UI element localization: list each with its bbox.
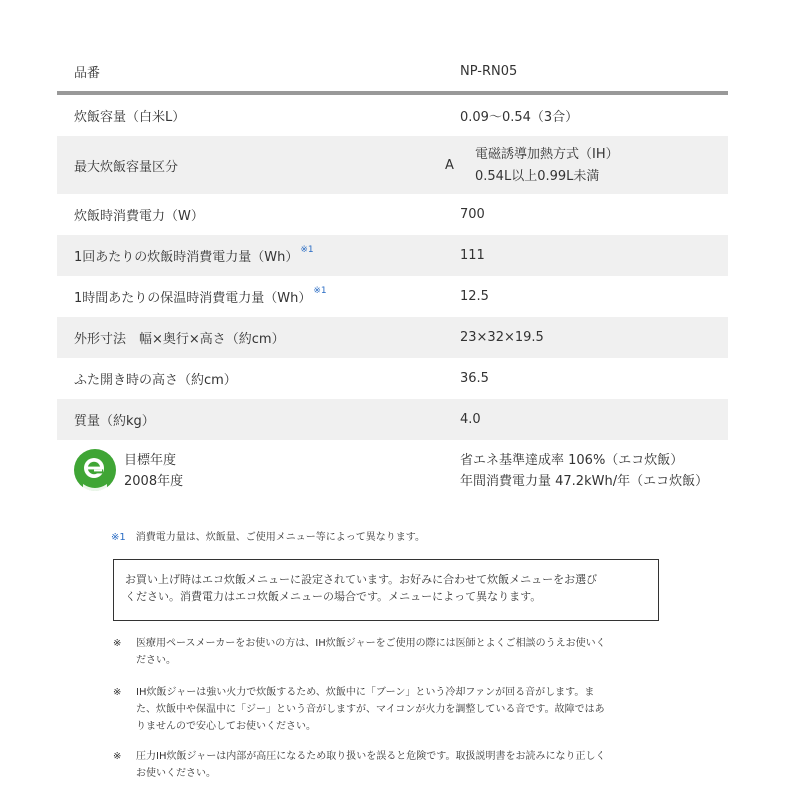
- spec-row-dimensions: [57, 317, 728, 358]
- capacity-range: 0.54L以上0.99L未満: [475, 169, 600, 184]
- capacity-grade: A: [445, 157, 454, 173]
- eco-annual-energy: 年間消費電力量 47.2kWh/年（エコ炊飯）: [460, 474, 709, 489]
- spec-label: [74, 235, 314, 276]
- eco-mark-icon: [73, 448, 117, 492]
- spec-value: [475, 144, 619, 188]
- boxed-note-line: ください。消費電力はエコ炊飯メニューの場合です。メニューによって異なります。: [125, 590, 542, 603]
- spec-label-text: 1時間あたりの保温時消費電力量（Wh）: [74, 291, 312, 306]
- spec-label: 炊飯時消費電力（W）: [74, 209, 204, 224]
- spec-value: 12.5: [460, 289, 489, 304]
- spec-header-row: [57, 51, 728, 95]
- eco-target-year-value: 2008年度: [124, 474, 184, 489]
- eco-values: [460, 450, 708, 492]
- spec-value: 4.0: [460, 412, 481, 427]
- product-number-value: NP-RN05: [460, 63, 518, 79]
- spec-label: [74, 276, 327, 317]
- spec-row-weight: [57, 399, 728, 440]
- note-line: お使いください。: [136, 768, 216, 779]
- footnote-ref: ※1: [300, 244, 314, 255]
- note-mark: ※: [113, 751, 122, 762]
- eco-achievement-rate: 省エネ基準達成率 106%（エコ炊飯）: [460, 453, 684, 468]
- note-line: 医療用ペースメーカーをお使いの方は、IH炊飯ジャーをご使用の際には医師とよくご相談のうえお使いく: [136, 638, 606, 649]
- spec-row-capacity: [57, 95, 728, 136]
- note-line: りませんので安心してお使いください。: [136, 721, 316, 732]
- footnote-1-mark: ※1: [111, 532, 126, 543]
- spec-label: ふた開き時の高さ（約cm）: [74, 373, 237, 388]
- footnote-ref: ※1: [313, 285, 327, 296]
- spec-value: 36.5: [460, 371, 489, 386]
- spec-row-power: [57, 194, 728, 235]
- note-fan-noise: [113, 684, 673, 735]
- footnote-1: [111, 528, 425, 543]
- spec-label: 外形寸法 幅×奥行×高さ（約cm）: [74, 332, 285, 347]
- note-line: ださい。: [136, 655, 176, 666]
- eco-target-label: 目標年度: [124, 453, 177, 468]
- spec-value: 700: [460, 207, 485, 222]
- spec-row-energy-per-cook: [57, 235, 728, 276]
- spec-row-capacity-class: [57, 136, 728, 194]
- note-line: IH炊飯ジャーは強い火力で炊飯するため、炊飯中に「ブーン」という冷却ファンが回る音がします。ま: [136, 687, 595, 698]
- spec-row-lid-open-height: [57, 358, 728, 399]
- boxed-note-line: お買い上げ時はエコ炊飯メニューに設定されています。お好みに合わせて炊飯メニューをお選び: [125, 573, 598, 586]
- note-pressure: [113, 748, 673, 782]
- spec-row-keep-warm-energy: [57, 276, 728, 317]
- spec-value: 111: [460, 248, 485, 263]
- spec-row-eco: [57, 440, 728, 502]
- note-mark: ※: [113, 638, 122, 649]
- note-mark: ※: [113, 687, 122, 698]
- spec-label: 質量（約kg）: [74, 414, 155, 429]
- boxed-note: [113, 559, 659, 621]
- product-number-label: 品番: [74, 65, 101, 81]
- note-pacemaker: [113, 635, 673, 669]
- footnote-1-text: 消費電力量は、炊飯量、ご使用メニュー等によって異なります。: [135, 532, 425, 543]
- heating-method: 電磁誘導加熱方式（IH）: [475, 147, 619, 162]
- eco-target-year: [124, 450, 183, 492]
- note-line: た、炊飯中や保温中に「ジー」という音がしますが、マイコンが火力を調整している音です。故障ではあ: [136, 704, 605, 715]
- spec-value: 0.09〜0.54（3合）: [460, 110, 579, 125]
- spec-label-text: 1回あたりの炊飯時消費電力量（Wh）: [74, 250, 299, 265]
- spec-table: [57, 51, 728, 502]
- spec-value: 23×32×19.5: [460, 330, 544, 345]
- spec-label: 炊飯容量（白米L）: [74, 110, 186, 125]
- note-line: 圧力IH炊飯ジャーは内部が高圧になるため取り扱いを誤ると危険です。取扱説明書をお読みになり正しく: [136, 751, 606, 762]
- spec-label: 最大炊飯容量区分: [74, 159, 179, 175]
